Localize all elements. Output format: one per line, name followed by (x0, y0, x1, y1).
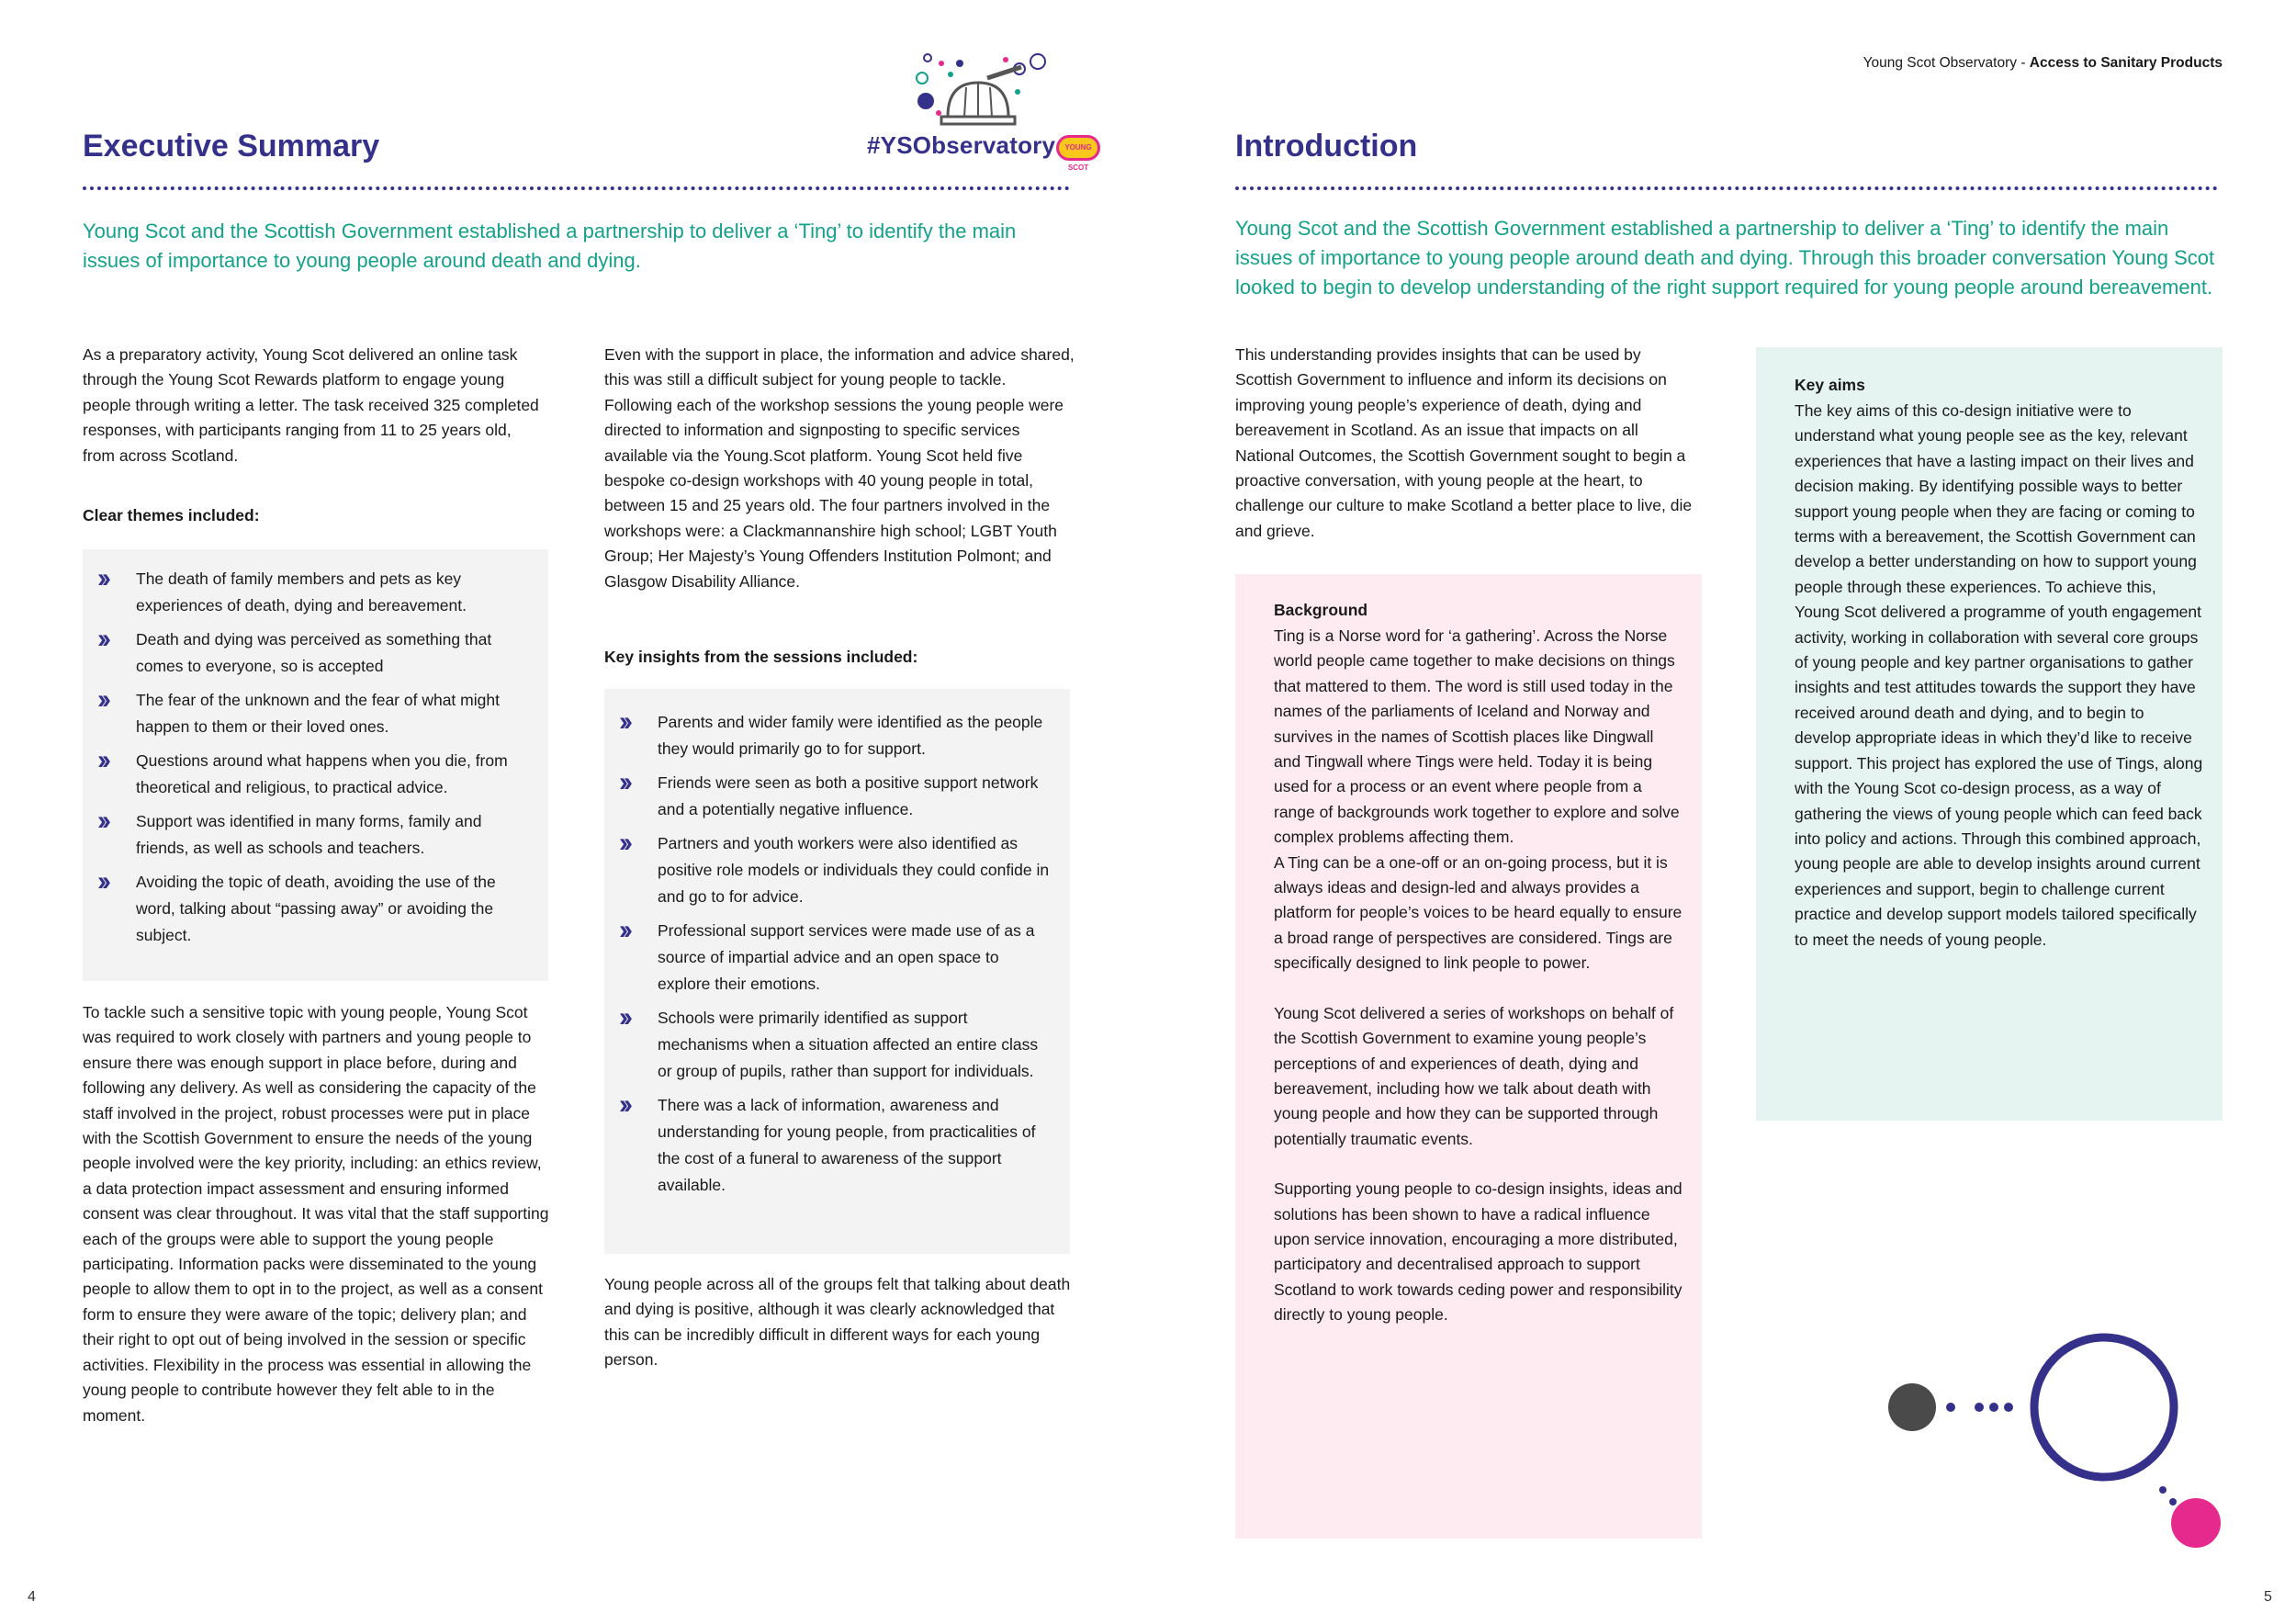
list-item: ›› The fear of the unknown and the fear of what might happen to them or their loved ones. (97, 684, 500, 736)
running-header (1837, 55, 2223, 72)
list-item: ›› Questions around what happens when you die, from theoretical and religious, to practical advice. (97, 745, 508, 796)
list-item: ›› Partners and youth workers were also identified as positive role models or individuals they could confide in and go to for advice. (619, 828, 1050, 906)
closing-paragraph: Young people across all of the groups felt that talking about death and dying is positive, although it was clearly acknowledged that this can be incredibly difficult in different ways for each young person. (604, 1275, 1071, 1370)
themes-box (83, 549, 548, 981)
key-aims-box (1756, 347, 2223, 1121)
insights-list (604, 706, 1053, 1199)
key-aims-paragraph: The key aims of this co-design initiative were to understand what young people see as the key, relevant experiences that have a lasting impact on their lives and decision making. By identifying possible ways to better support young people when they are facing or coming to terms with a bereavement, the Scottish Government can develop a better understanding on how to support young people through these experiences. To achieve this, Young Scot delivered a programme of youth engagement activity, working in collaboration with several core groups of young people and key partner organisations to gather insights and test attitudes towards the support they have received around death and dying, and to begin to develop appropriate ideas in which they’d like to receive support. This project has explored the use of Tings, along with the Young Scot co-design process, as a way of gathering the views of young people which can feed back into policy and actions. Through this combined approach, young people are able to develop insights around current experiences and support, begin to challenge current practice and develop support models tailored specifically to meet the needs of young people. (1795, 401, 2203, 949)
background-paragraph-4: Supporting young people to co-design insights, ideas and solutions has been shown to have a radical influence upon service innovation, encouraging a more distributed, participatory and decentralised approach to support Scotland to work towards ceding power and responsibility directly to young people. (1274, 1179, 1683, 1325)
insights-heading: Key insights from the sessions included: (604, 648, 918, 666)
list-item: ›› The death of family members and pets as key experiences of death, dying and bereavement. (97, 563, 467, 615)
background-heading: Background (1274, 601, 1368, 619)
insights-box (604, 689, 1070, 1254)
page-number-right: 5 (2264, 1589, 2272, 1605)
background-paragraph-3: Young Scot delivered a series of workshops on behalf of the Scottish Government to examine young people’s perceptions of and experiences of death, dying and bereavement, including how we talk about death with young people and how they can be supported through potentially traumatic events. (1274, 1003, 1674, 1148)
themes-list (83, 563, 532, 949)
page-title-introduction: Introduction (1235, 129, 1418, 164)
chevron-icon: ›› (619, 915, 628, 945)
page-title-executive-summary: Executive Summary (83, 129, 380, 164)
key-aims-heading: Key aims (1795, 376, 1865, 394)
lead-paragraph-left: Young Scot and the Scottish Government established a partnership to deliver a ‘Ting’ to identify the main issues of importance to young people around death and dying. (83, 220, 1017, 272)
page-number-left: 4 (28, 1589, 36, 1605)
list-item: ›› Parents and wider family were identified as the people they would primarily go to for support. (619, 706, 1043, 758)
chevron-icon: ›› (619, 828, 628, 858)
list-item: ›› Professional support services were made use of as a source of impartial advice and an open space to explore their emotions. (619, 915, 1035, 993)
pink-dot-icon (2171, 1498, 2221, 1548)
list-item: ›› Friends were seen as both a positive support network and a potentially negative influence. (619, 767, 1039, 818)
themes-heading: Clear themes included: (83, 506, 260, 524)
chevron-icon: ›› (97, 745, 107, 775)
chevron-icon: ›› (619, 767, 628, 797)
grey-dot-icon (1888, 1383, 1936, 1431)
support-paragraph: To tackle such a sensitive topic with young people, Young Scot was required to work closely with partners and young people to ensure there was enough support in place before, during and following any delivery. As well as considering the capacity of the staff involved in the project, robust processes were put in place with the Scottish Government to ensure the needs of the young people involved were the key priority, including: an ethics review, a data protection impact assessment and ensuring informed consent was clear throughout. It was vital that the staff supporting each of the groups were able to support the young people participating. Information packs were disseminated to the young people to allow them to opt in to the project, as well as a consent form to ensure they were aware of the topic; delivery plan; and their right to opt out of being involved in the session or specific activities. Flexibility in the process was essential in allowing the young people to contribute however they felt able to in the moment. (83, 1003, 549, 1425)
hashtag-text: #YSObservatory (867, 131, 1056, 159)
list-item: ›› Avoiding the topic of death, avoiding the use of the word, talking about “passing away” or avoiding the subject. (97, 866, 496, 944)
background-paragraph-1: Ting is a Norse word for ‘a gathering’. Across the Norse world people came together to make decisions on things that mattered to them. The word is still used today in the names of the parliaments of Iceland and Norway and survives in the names of Scottish places like Dingwall and Tingwall where Tings were held. Today it is being used for a process or an event where people from a range of backgrounds work together to explore and solve complex problems affecting them. (1274, 626, 1680, 847)
intro-paragraph: As a preparatory activity, Young Scot delivered an online task through the Young Scot Rewards platform to engage young people through writing a letter. The task received 325 completed responses, with participants ranging from 11 to 25 years old, from across Scotland. (83, 345, 539, 465)
chevron-icon: ›› (97, 563, 107, 593)
background-paragraph-2: A Ting can be a one-off or an on-going process, but it is always ideas and design-led and always provides a platform for people’s voices to be heard equally to ensure a broad range of perspectives are considered. Tings are specifically designed to link people to power. (1274, 852, 1683, 973)
list-item: ›› There was a lack of information, awareness and understanding for young people, from practicalities of the cost of a funeral to awareness of the support available. (619, 1089, 1036, 1194)
list-item: ›› Schools were primarily identified as support mechanisms when a situation affected an entire class or group of pupils, rather than support for individuals. (619, 1002, 1039, 1080)
badge-text: YOUNG SCOT (1064, 143, 1092, 172)
chevron-icon: ›› (97, 684, 107, 715)
list-item: ›› Death and dying was perceived as something that comes to everyone, so is accepted (97, 624, 492, 675)
chevron-icon: ›› (619, 706, 628, 737)
chevron-icon: ›› (97, 866, 107, 897)
title-divider-right (1235, 186, 2218, 190)
chevron-icon: ›› (97, 806, 107, 836)
decorative-circles-graphic (1883, 1323, 2241, 1562)
header-publication: Young Scot Observatory - (1863, 55, 2030, 71)
understanding-paragraph: This understanding provides insights that can be used by Scottish Government to influence and inform its decisions on improving young people’s experience of death, dying and bereavement in Scotland. As an issue that impacts on all National Outcomes, the Scottish Government sought to begin a proactive conversation, with young people at the heart, to challenge our culture to make Scotland a better place to live, die and grieve. (1235, 345, 1693, 540)
chevron-icon: ›› (619, 1002, 628, 1032)
header-report-title: Access to Sanitary Products (2029, 55, 2223, 71)
background-box (1235, 574, 1702, 1539)
list-item: ›› Support was identified in many forms, family and friends, as well as schools and teachers. (97, 806, 482, 857)
chevron-icon: ›› (619, 1089, 628, 1120)
ring-icon (2034, 1337, 2174, 1477)
chevron-icon: ›› (97, 624, 107, 654)
young-scot-badge (1056, 135, 1100, 172)
ysobservatory-logo (863, 51, 1111, 172)
title-divider-left (83, 186, 1070, 190)
workshops-paragraph: Even with the support in place, the information and advice shared, this was still a difficult subject for young people to tackle. Following each of the workshop sessions the young people were directed to information and signposting to specific services available via the Young.Scot platform. Young Scot held five bespoke co-design workshops with 40 young people in total, between 15 and 25 years old. The four partners involved in the workshops were: a Clackmannanshire high school; LGBT Youth Group; Her Majesty’s Young Offenders Institution Polmont; and Glasgow Disability Alliance. (604, 345, 1075, 591)
lead-paragraph-right: Young Scot and the Scottish Government established a partnership to deliver a ‘Ting’ to identify the main issues of importance to young people around death and dying. Through this broader conversation Young Scot looked to begin to develop understanding of the right support required for young people around bereavement. (1235, 217, 2215, 299)
